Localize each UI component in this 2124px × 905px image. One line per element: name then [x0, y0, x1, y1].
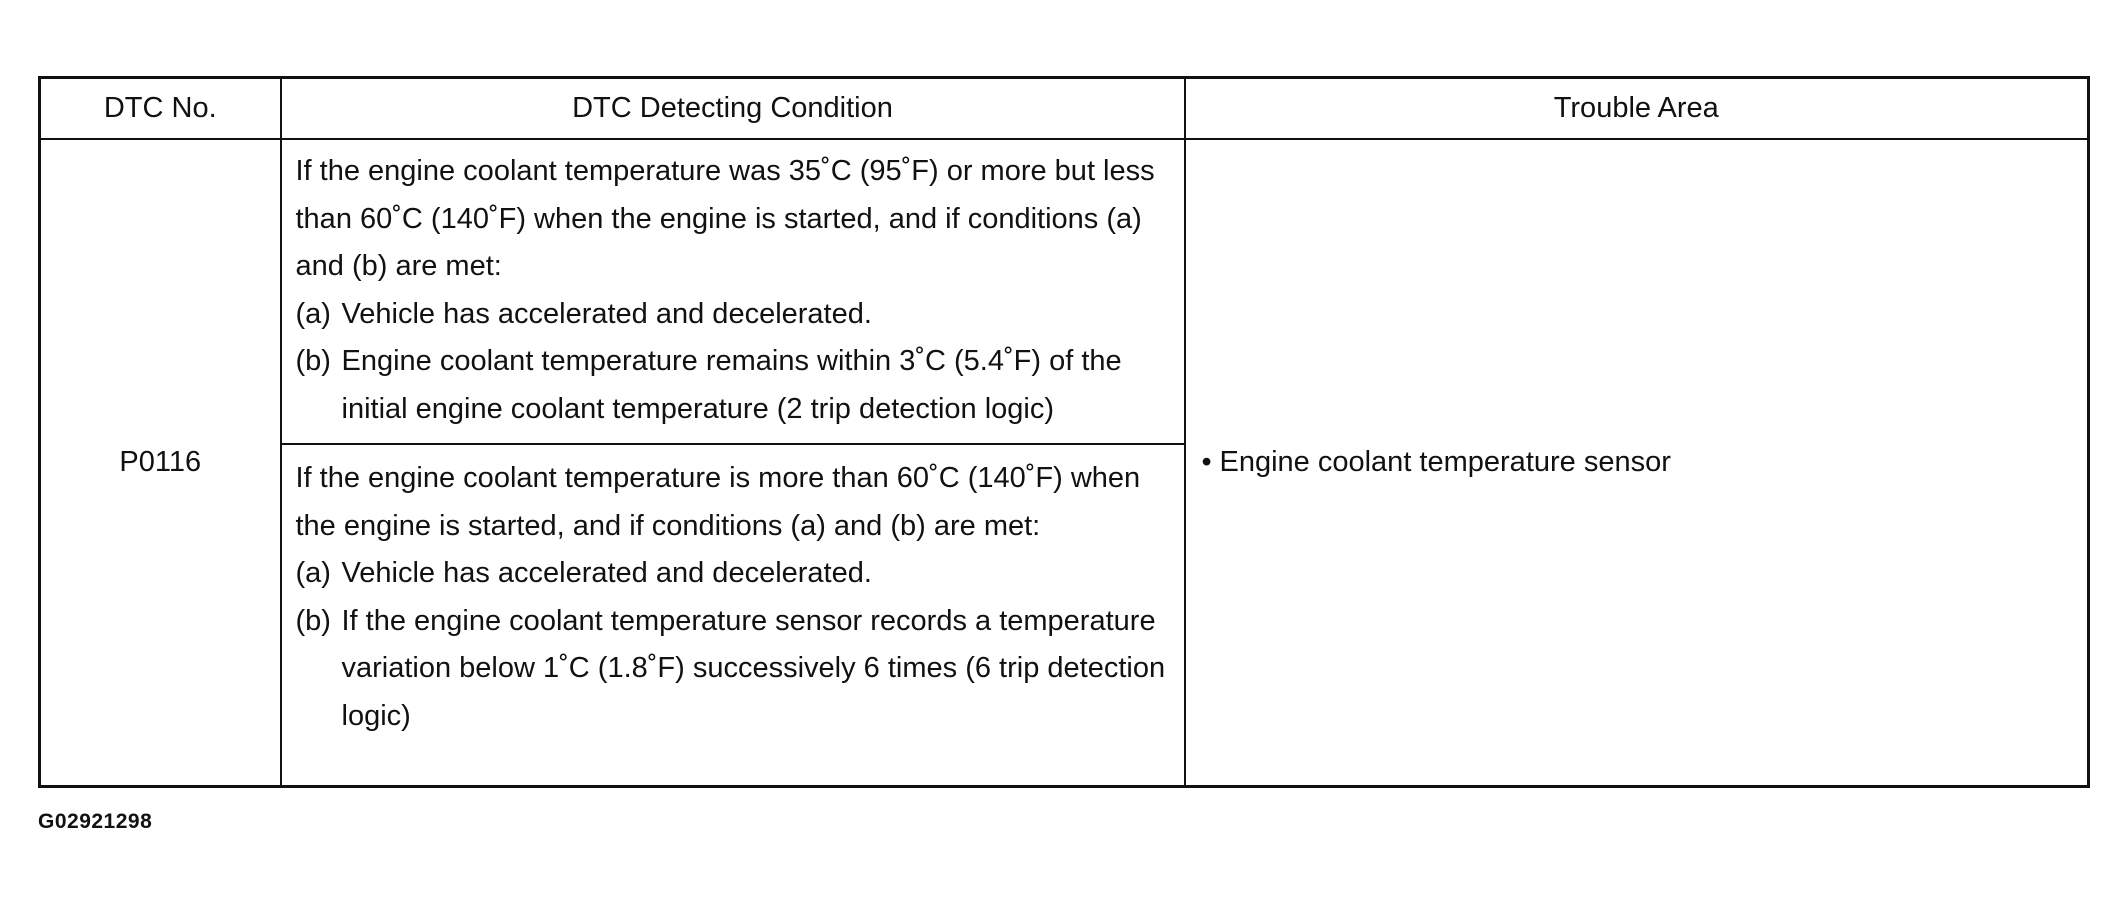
condition-1-item-b: [296, 338, 1170, 433]
bullet-icon: •: [1201, 446, 1212, 478]
condition-cell-2: [281, 444, 1185, 787]
condition-2-item-b-marker: (b): [295, 604, 331, 637]
condition-2-item-a: [296, 550, 1170, 598]
condition-1-item-a: [296, 291, 1170, 339]
condition-2-intro: If the engine coolant temperature is more than 60˚C (140˚F) when the engine is started, and if conditions (a) and (b) are met:: [295, 462, 1141, 542]
trouble-area-cell: [1185, 139, 2089, 787]
condition-1-item-b-marker: (b): [295, 345, 331, 377]
condition-1-intro: If the engine coolant temperature was 35˚C (95˚F) or more but less than 60˚C (140˚F) when the engine is started, and if conditions (a) and (b) are met:: [295, 155, 1155, 282]
table-header-row: [40, 78, 2089, 140]
dtc-table: [38, 76, 2090, 788]
condition-cell-1: [281, 139, 1185, 444]
condition-1-item-a-text: Vehicle has accelerated and decelerated.: [341, 297, 872, 330]
table-row: [40, 139, 2089, 444]
header-trouble-area: Trouble Area: [1185, 78, 2089, 140]
trouble-area-text: Engine coolant temperature sensor: [1219, 446, 1671, 478]
dtc-number-cell: P0116: [40, 139, 281, 787]
header-dtc-detecting-condition: DTC Detecting Condition: [281, 78, 1185, 140]
condition-1-item-a-marker: (a): [295, 297, 331, 330]
condition-2-item-b-text: If the engine coolant temperature sensor records a temperature variation below 1˚C (1.8˚F) successively 6 times (6 trip detection logic): [341, 604, 1166, 732]
header-dtc-no: DTC No.: [40, 78, 281, 140]
condition-1-item-b-text: Engine coolant temperature remains within 3˚C (5.4˚F) of the initial engine coolant temperature (2 trip detection logic): [341, 345, 1122, 425]
condition-2-item-a-marker: (a): [295, 557, 331, 589]
figure-id: G02921298: [38, 810, 153, 833]
condition-2-item-a-text: Vehicle has accelerated and decelerated.: [341, 557, 872, 589]
condition-2-item-b: [296, 598, 1170, 741]
